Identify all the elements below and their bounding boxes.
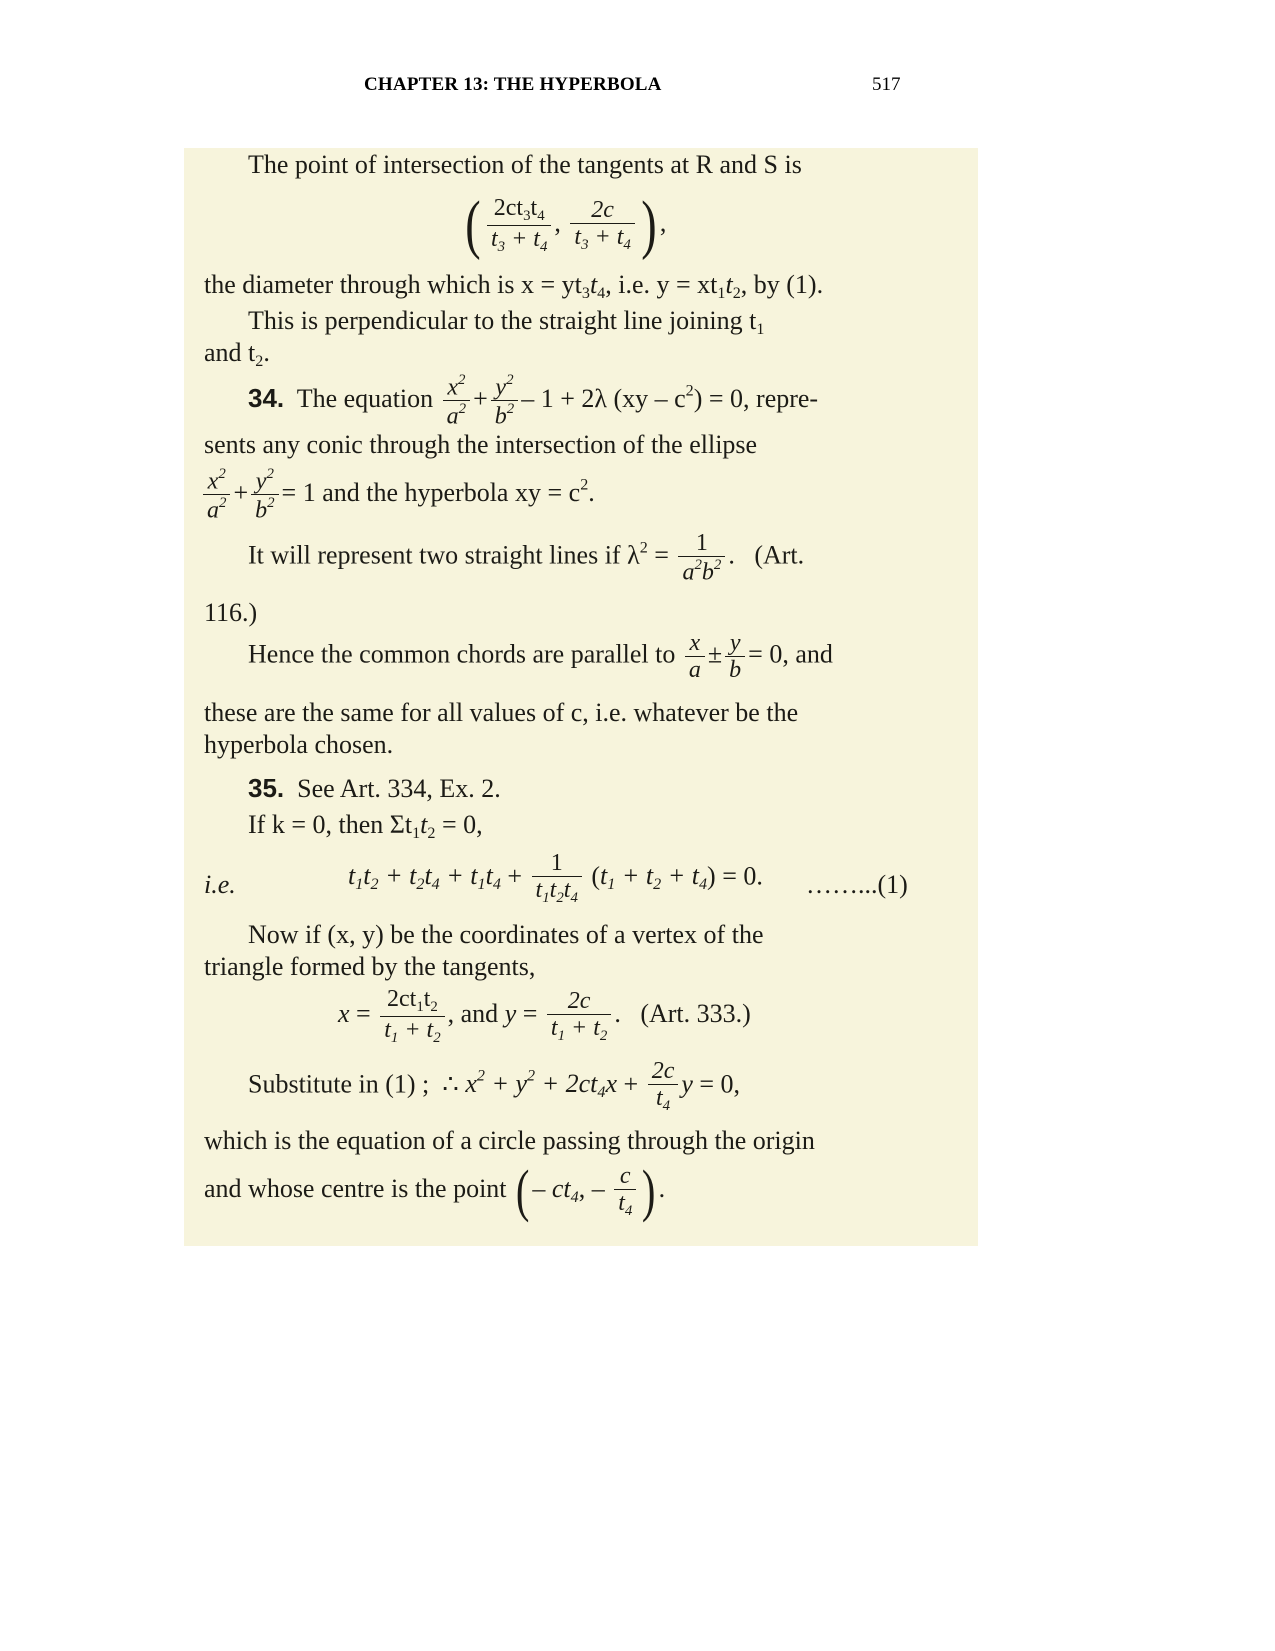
chapter-title: CHAPTER 13: THE HYPERBOLA	[364, 74, 662, 95]
text-line-20: Substitute in (1) ; ∴ $x^2 + y^2 + 2ct_4x$ + $\frac{2c}{t_4}$ y = 0,	[248, 1058, 741, 1114]
text-line-21: which is the equation of a circle passing through the origin	[204, 1126, 815, 1155]
text-line-1: The point of intersection of the tangents at R and S is	[248, 150, 802, 179]
page-number: 517	[872, 74, 901, 95]
text-line-10: 116.)	[204, 598, 258, 627]
text-line-3: the diameter through which is $x = yt_3t_4$, i.e. $y = xt_1t_2$, by (1).	[204, 270, 824, 303]
text-line-13: hyperbola chosen.	[204, 730, 394, 759]
text-line-4: This is perpendicular to the straight line joining $t_1$	[248, 306, 765, 339]
intersection-point-formula: ( $\frac{2ct_3t_4}{t_3 + t_4}$ , $\frac{2c}{t_3 + t_4}$ ) ,	[465, 188, 667, 261]
paragraph-34: 34. The equation $\frac{x^2}{a^2}$ + $\frac{y^2}{b^2}$ – 1 + 2λ $(xy - c^2) = 0$, repre-	[248, 372, 819, 430]
text-line-18: triangle formed by the tangents,	[204, 952, 536, 981]
equation-1: $t_1t_2 + t_2t_4 + t_1t_4$ + $\frac{1}{t_1t_2t_4}$ $(t_1 + t_2 + t_4) = 0$.	[348, 850, 763, 906]
text-line-12: these are the same for all values of c, i.e. whatever be the	[204, 698, 799, 727]
text-line-17: Now if (x, y) be the coordinates of a vertex of the	[248, 920, 764, 949]
paragraph-35: 35. See Art. 334, Ex. 2.	[248, 773, 501, 803]
ie-label: i.e.	[204, 870, 236, 899]
text-line-5: and $t_2$.	[204, 338, 270, 371]
text-line-15: If k = 0, then $\Sigma t_1t_2 = 0$,	[248, 810, 483, 843]
text-line-22: and whose centre is the point ( – $ct_4$, – $\frac{c}{t_4}$ ) .	[204, 1158, 666, 1223]
equation-1-tag: ……...(1)	[806, 870, 908, 899]
vertex-coordinates-equation: x = $\frac{2ct_1t_2}{t_1 + t_2}$ , and y = $\frac{2c}{t_1 + t_2}$ . (Art. 333.)	[338, 986, 751, 1046]
text-line-7: sents any conic through the intersection of the ellipse	[204, 430, 758, 459]
text-line-9: It will represent two straight lines if $\lambda^2$ = $\frac{1}{a^2b^2}$ . (Art.	[248, 530, 805, 586]
text-line-8: $\frac{x^2}{a^2}$ + $\frac{y^2}{b^2}$ = 1 and the hyperbola xy = $c^2$.	[200, 466, 595, 524]
text-line-11: Hence the common chords are parallel to $\frac{x}{a}$ ± $\frac{y}{b}$ = 0, and	[248, 630, 833, 683]
